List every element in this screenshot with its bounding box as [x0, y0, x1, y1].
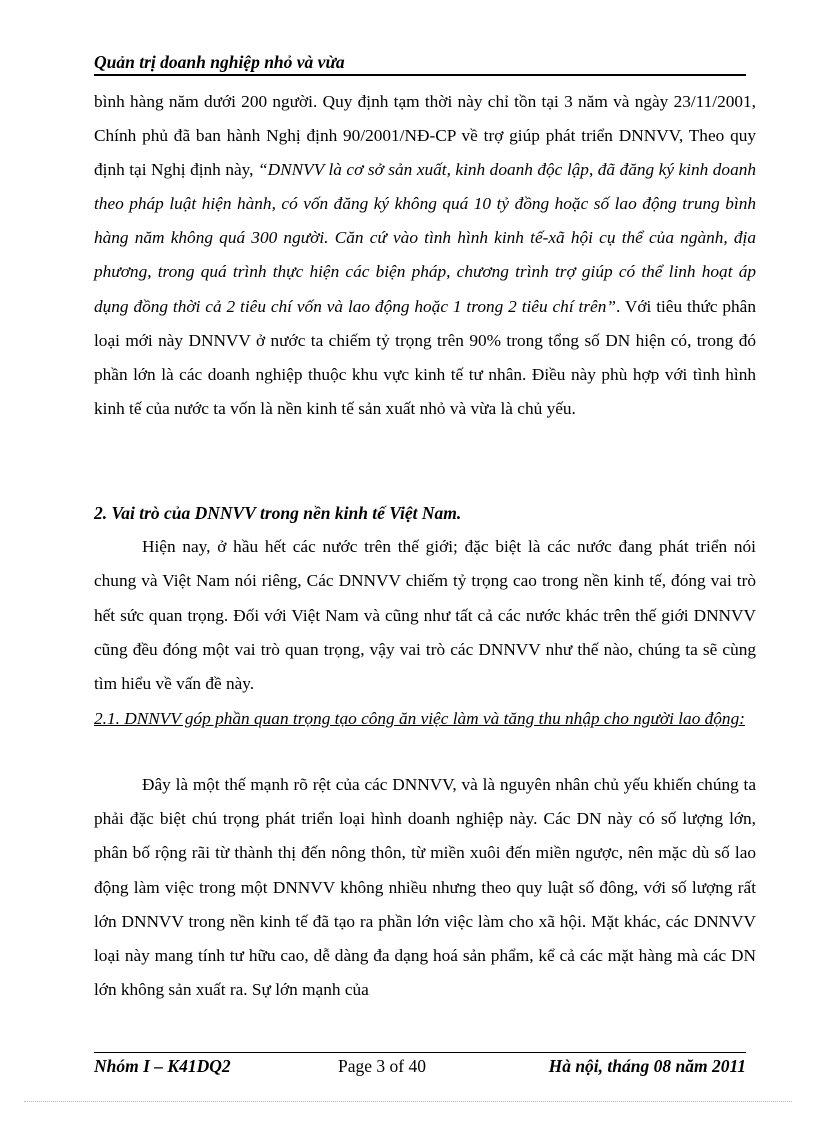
footer-date: Hà nội, tháng 08 năm 2011 — [548, 1056, 746, 1076]
page-header — [94, 51, 746, 76]
section-2-1-heading — [94, 704, 762, 734]
body-paragraph-1 — [94, 85, 756, 426]
footer-group: Nhóm I – K41DQ2 — [94, 1056, 231, 1076]
section-2-1-paragraph: Đây là một thế mạnh rõ rệt của các DNNVV, và là nguyên nhân chủ yếu khiến chúng ta phải đặc biệt chú trọng phát triển loại hình doanh nghiệp này. Các DN này có số lượng lớn, phân bố rộng rãi từ thành thị đến nông thôn, từ miền xuôi đến miền ngược, nên mặc dù số lao động làm việc trong một DNNVV không nhiều nhưng theo quy luật số đông, với số lượng rất lớn DNNVV trong nền kinh tế đã tạo ra phần lớn việc làm cho xã hội. Mặt khác, các DNNVV loại này mang tính tư hữu cao, dễ dàng đa dạng hoá sản phẩm, kể cả các mặt hàng mà các DN lớn không sản xuất ra. Sự lớn mạnh của — [94, 775, 756, 1000]
para1-text-2: . Với tiêu thức phân loại mới này DNNVV ở nước ta chiếm tỷ trọng trên 90% trong tổng số DN hiện có, trong đó phần lớn là các doanh nghiệp thuộc khu vực kinh tế tư nhân. Điều này phù hợp với tình hình kinh tế của nước ta vốn là nền kinh tế sản xuất nhỏ và vừa là chủ yếu. — [94, 296, 756, 418]
header-title: Quản trị doanh nghiệp nhỏ và vừa — [94, 52, 345, 72]
para1-text: bình hàng năm dưới 200 người. Quy định tạm thời này chỉ tồn tại 3 năm và ngày 23/11/2001, Chính phủ đã ban hành Nghị định 90/2001/NĐ-CP về trợ giúp phát triển DNNVV, Theo quy định tại Nghị định này, — [94, 92, 756, 180]
para1-quote: “DNNVV là cơ sở sản xuất, kinh doanh độc lập, đã đăng ký kinh doanh theo pháp luật hiện hành, có vốn đăng ký không quá 10 tỷ đồng hoặc số lao động trung bình hàng năm không quá 300 người. Căn cứ vào tình hình kinh tế-xã hội cụ thể của ngành, địa phương, trong quá trình thực hiện các biện pháp, chương trình trợ giúp có thể linh hoạt áp dụng đồng thời cả 2 tiêu chí vốn và lao động hoặc 1 trong 2 tiêu chí trên” — [94, 160, 756, 316]
section-2-1-heading-text: 2.1. DNNVV góp phần quan trọng tạo công ăn việc làm và tăng thu nhập cho người lao động: — [94, 709, 745, 728]
footer-page-number: Page 3 of 40 — [338, 1056, 426, 1076]
page-bottom-divider — [24, 1101, 792, 1102]
section-2-heading: 2. Vai trò của DNNVV trong nền kinh tế Việt Nam. — [94, 503, 462, 523]
page-footer — [94, 1052, 746, 1077]
section-2-paragraph: Hiện nay, ở hầu hết các nước trên thế giới; đặc biệt là các nước đang phát triển nói chung và Việt Nam nói riêng, Các DNNVV chiếm tỷ trọng cao trong nền kinh tế, đóng vai trò hết sức quan trọng. Đối với Việt Nam và cũng như tất cả các nước khác trên thế giới DNNVV cũng đều đóng một vai trò quan trọng, vậy vai trò các DNNVV như thế nào, chúng ta sẽ cùng tìm hiểu về vấn đề này. — [94, 537, 756, 694]
